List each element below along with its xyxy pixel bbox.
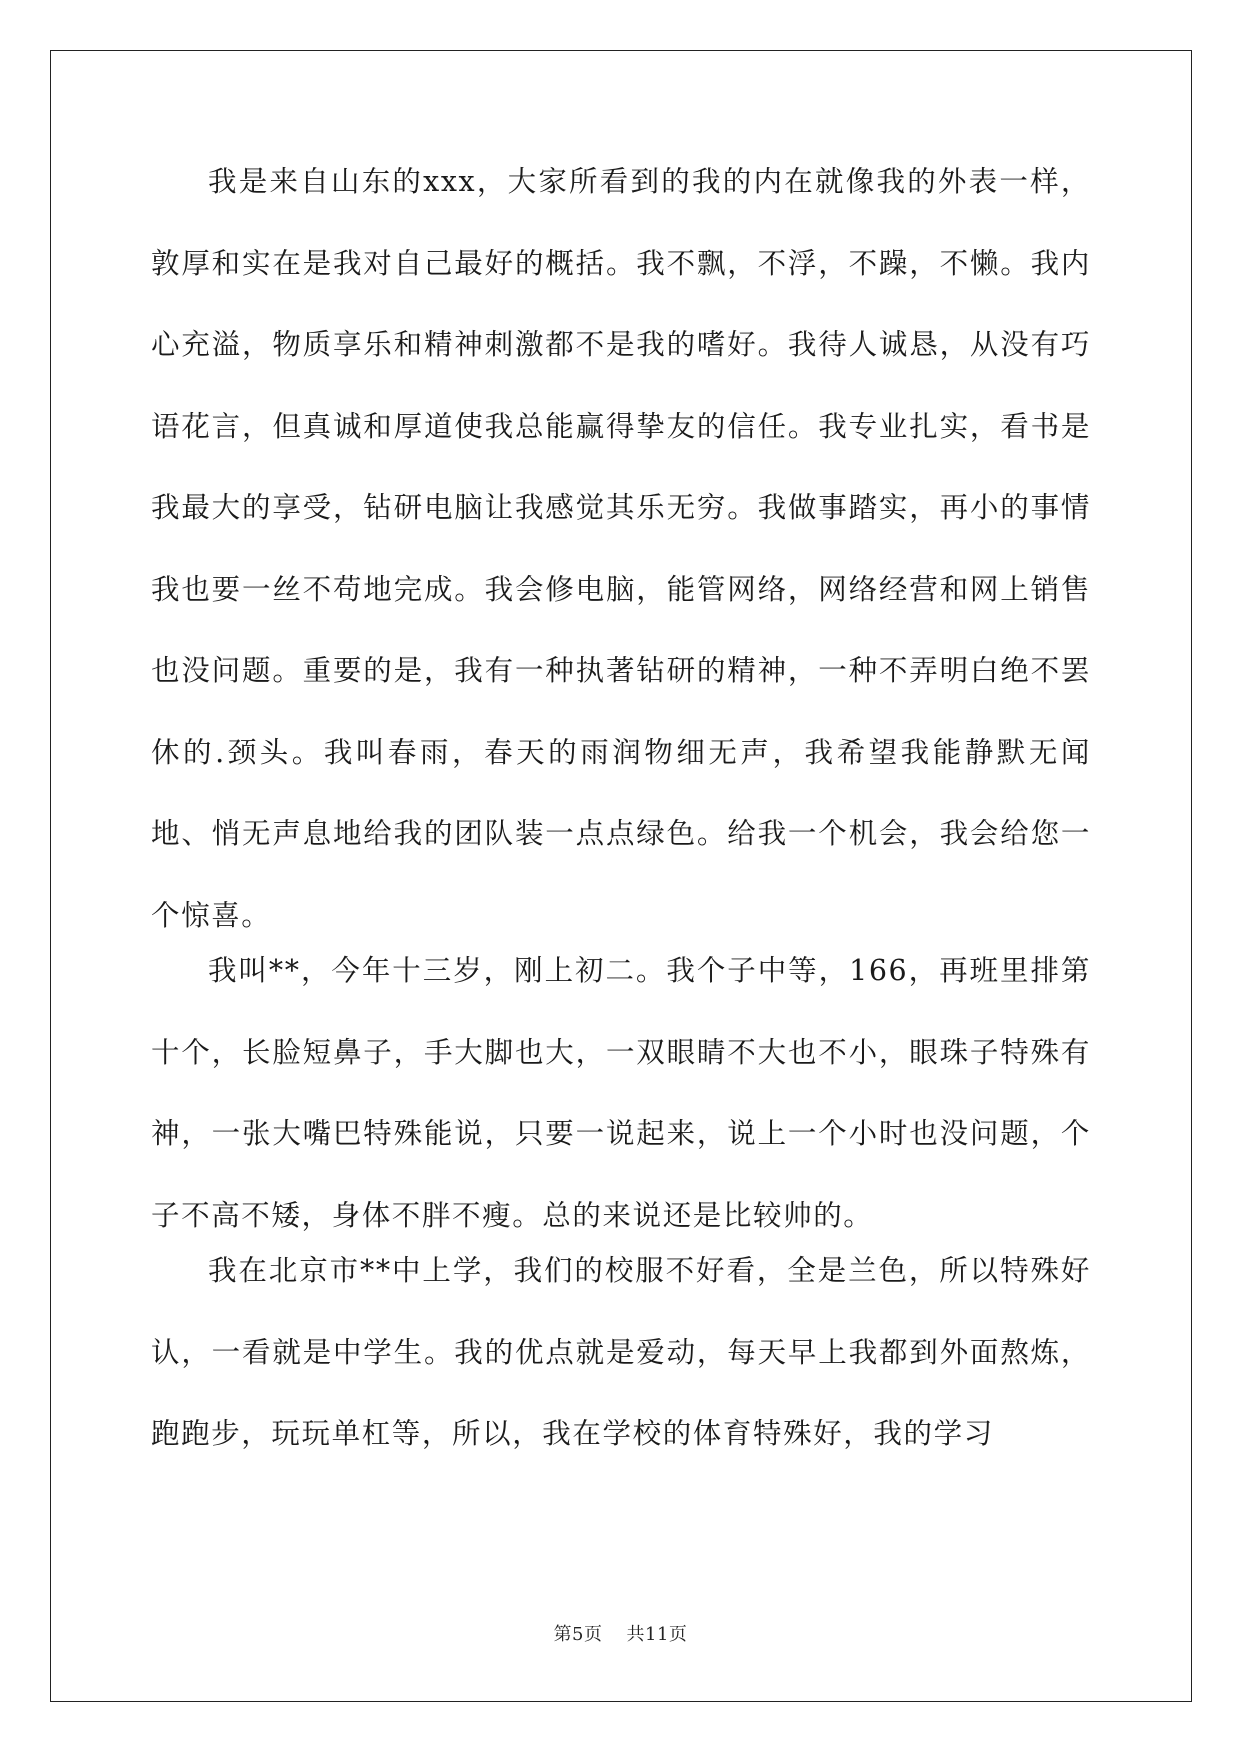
page-footer [0,1620,1241,1646]
page-number: 第5页 [553,1624,603,1645]
document-body [151,167,1091,1475]
paragraph-3: 我在北京市**中上学，我们的校服不好看，全是兰色，所以特殊好认，一看就是中学生。我的优点就是爱动，每天早上我都到外面熬炼，跑跑步，玩玩单杠等，所以，我在学校的体育特殊好，我的学习 [151,1254,1091,1450]
paragraph-2: 我叫**，今年十三岁，刚上初二。我个子中等，166，再班里排第十个，长脸短鼻子，手大脚也大，一双眼睛不大也不小，眼珠子特殊有神，一张大嘴巴特殊能说，只要一说起来，说上一个小时也没问题，个子不高不矮，身体不胖不瘦。总的来说还是比较帅的。 [151,954,1091,1232]
paragraph-1: 我是来自山东的xxx，大家所看到的我的内在就像我的外表一样，敦厚和实在是我对自己最好的概括。我不飘，不浮，不躁，不懒。我内心充溢，物质享乐和精神刺激都不是我的嗜好。我待人诚恳，从没有巧语花言，但真诚和厚道使我总能赢得挚友的信任。我专业扎实，看书是我最大的享受，钻研电脑让我感觉其乐无穷。我做事踏实，再小的事情我也要一丝不苟地完成。我会修电脑，能管网络，网络经营和网上销售也没问题。重要的是，我有一种执著钻研的精神，一种不弄明白绝不罢休的.颈头。我叫春雨，春天的雨润物细无声，我希望我能静默无闻地、悄无声息地给我的团队装一点点绿色。给我一个机会，我会给您一个惊喜。 [151,165,1091,932]
page-total: 共11页 [626,1624,688,1645]
